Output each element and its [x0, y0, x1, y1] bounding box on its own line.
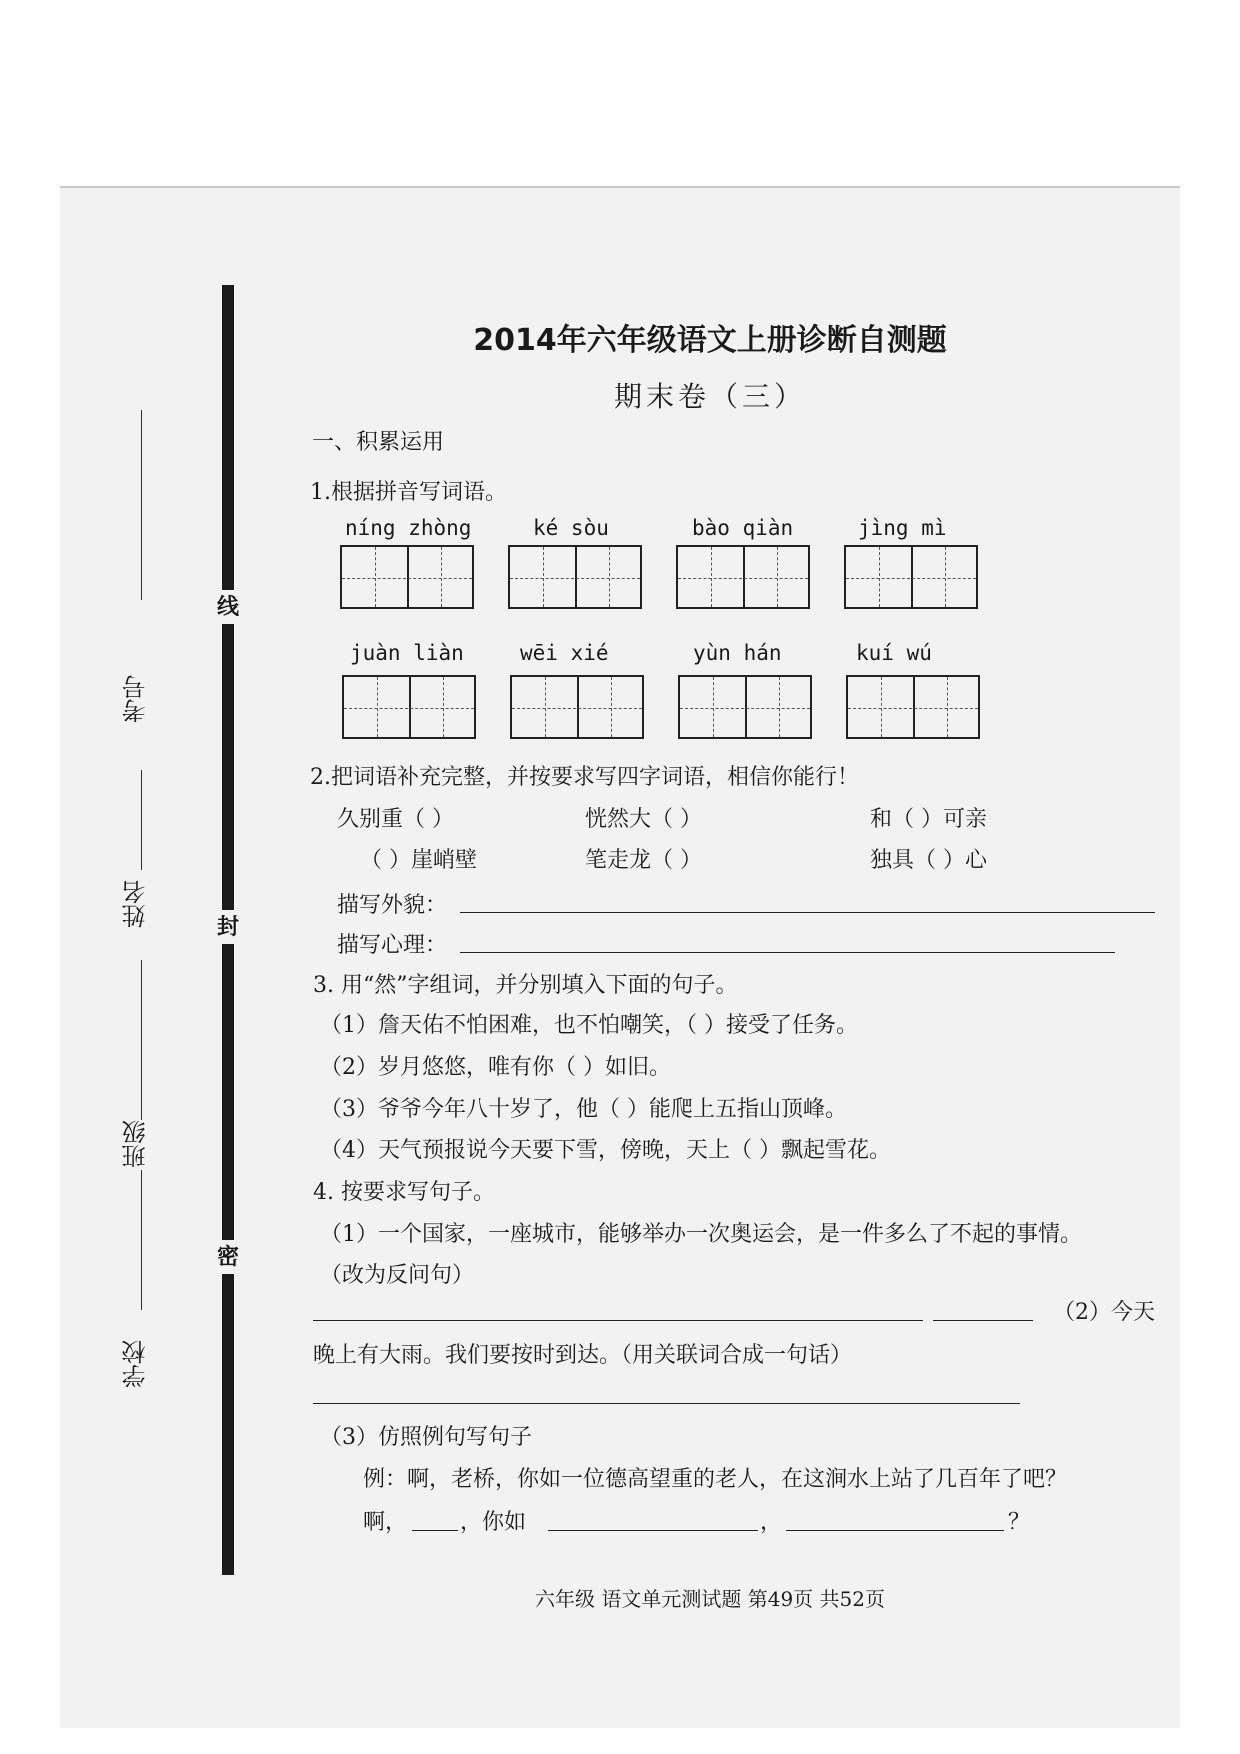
name-line — [141, 770, 142, 870]
appearance-label: 描写外貌： — [337, 893, 448, 918]
q4-sentence-2-lead: （2）今天 — [1053, 1300, 1155, 1325]
pinyin-label: wēi xié — [520, 641, 609, 665]
q3-sentence: （2）岁月悠悠，唯有你（ ）如旧。 — [320, 1055, 671, 1080]
idiom-item: 恍然大（ ） — [585, 807, 702, 832]
char-box[interactable] — [844, 545, 978, 609]
idiom-item: 和（ ）可亲 — [870, 807, 987, 832]
school-label: 学校 — [122, 1340, 150, 1388]
pinyin-label: ké sòu — [533, 516, 609, 540]
exam-subtitle: 期末卷（三） — [613, 380, 806, 413]
section-heading: 一、积累运用 — [312, 430, 445, 455]
char-box[interactable] — [342, 675, 476, 739]
char-box[interactable] — [846, 675, 980, 739]
pinyin-label: juàn liàn — [350, 641, 464, 665]
idiom-item: （ ）崖峭壁 — [360, 848, 477, 873]
appearance-answer-line[interactable] — [460, 912, 1155, 913]
char-box[interactable] — [678, 675, 812, 739]
char-box[interactable] — [340, 545, 474, 609]
q4-prompt: 4. 按要求写句子。 — [313, 1180, 495, 1205]
page-footer: 六年级 语文单元测试题 第49页 共52页 — [535, 1587, 885, 1611]
q4-sentence-1-requirement: （改为反问句） — [320, 1263, 475, 1288]
q3-sentence: （1）詹天佑不怕困难，也不怕嘲笑，（ ）接受了任务。 — [320, 1013, 858, 1038]
exam-no-label: 考号 — [122, 675, 150, 723]
imitation-comma: ， — [760, 1510, 783, 1535]
q1-prompt: 1.根据拼音写词语。 — [310, 480, 507, 505]
q3-sentence: （3）爷爷今年八十岁了，他（ ）能爬上五指山顶峰。 — [320, 1097, 847, 1122]
pinyin-label: jìng mì — [858, 516, 947, 540]
exam-title: 2014年六年级语文上册诊断自测题 — [473, 323, 947, 358]
imitation-mid: ，你如 — [460, 1510, 527, 1535]
q2-prompt: 2.把词语补充完整，并按要求写四字词语，相信你能行！ — [310, 765, 859, 790]
name-label: 姓名 — [122, 880, 150, 928]
idiom-item: 笔走龙（ ） — [585, 848, 702, 873]
q4-sentence-2: 晚上有大雨。我们要按时到达。（用关联词合成一句话） — [313, 1343, 853, 1368]
imitation-start: 啊， — [363, 1510, 408, 1535]
answer-line-1b[interactable] — [933, 1320, 1033, 1321]
school-line — [141, 1170, 142, 1310]
spine-char-feng: 封 — [216, 910, 240, 944]
exam-no-line — [141, 410, 142, 600]
fill-blank-3[interactable] — [786, 1530, 1004, 1531]
imitation-end: ？ — [1008, 1510, 1031, 1535]
class-label: 班级 — [122, 1120, 150, 1168]
idiom-item: 独具（ ）心 — [870, 848, 987, 873]
idiom-item: 久别重（ ） — [337, 807, 454, 832]
example-sentence: 例：啊，老桥，你如一位德高望重的老人，在这涧水上站了几百年了吧？ — [363, 1467, 1068, 1492]
pinyin-label: níng zhòng — [345, 516, 472, 540]
class-line — [141, 960, 142, 1120]
answer-line-2[interactable] — [313, 1403, 1020, 1404]
q4-sentence-3: （3）仿照例句写句子 — [320, 1425, 532, 1450]
answer-line-1[interactable] — [313, 1320, 923, 1321]
spine-char-xian: 线 — [216, 590, 240, 624]
char-box[interactable] — [508, 545, 642, 609]
q4-sentence-1: （1）一个国家，一座城市，能够举办一次奥运会，是一件多么了不起的事情。 — [320, 1222, 1082, 1247]
sheet-top-edge — [60, 186, 1180, 188]
q3-prompt: 3. 用“然”字组词，并分别填入下面的句子。 — [313, 973, 738, 998]
mind-answer-line[interactable] — [460, 952, 1115, 953]
spine-char-mi: 密 — [216, 1240, 240, 1274]
pinyin-label: bào qiàn — [692, 516, 794, 540]
pinyin-label: yùn hán — [693, 641, 782, 665]
mind-label: 描写心理： — [337, 933, 448, 958]
fill-blank-2[interactable] — [548, 1530, 758, 1531]
fill-blank-1[interactable] — [412, 1530, 458, 1531]
q3-sentence: （4）天气预报说今天要下雪，傍晚，天上（ ）飘起雪花。 — [320, 1138, 891, 1163]
pinyin-label: kuí wú — [856, 641, 932, 665]
char-box[interactable] — [510, 675, 644, 739]
char-box[interactable] — [676, 545, 810, 609]
